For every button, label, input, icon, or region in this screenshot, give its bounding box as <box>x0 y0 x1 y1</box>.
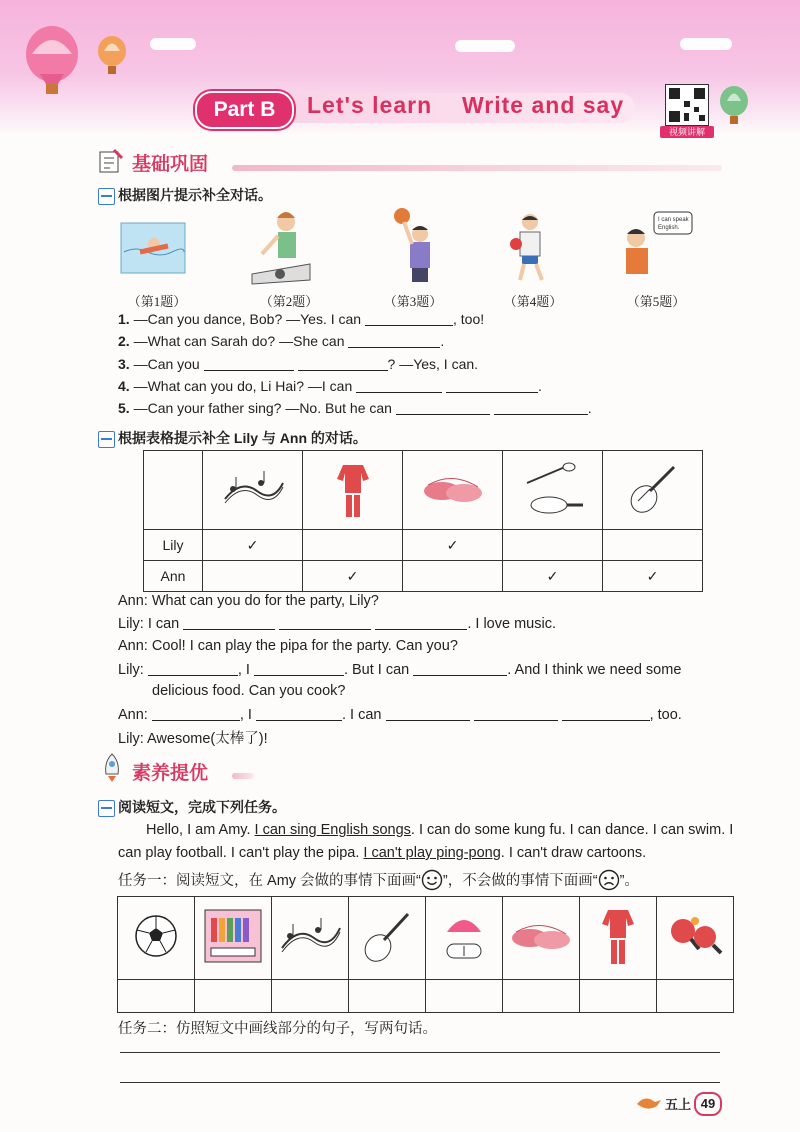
boy-speaking-picture <box>614 210 694 284</box>
answer-blank[interactable] <box>386 706 470 721</box>
underlined-sentence: I can sing English songs <box>254 822 411 838</box>
answer-blank[interactable] <box>204 356 294 371</box>
task-number-three-icon <box>98 800 115 817</box>
question-2: 2. —What can Sarah do? —She can . <box>118 333 445 349</box>
question-1: 1. —Can you dance, Bob? —Yes. I can , too! <box>118 311 485 327</box>
dialogue-line: Lily: I can . I love music. <box>118 616 556 632</box>
hot-air-balloon-icon <box>22 26 92 106</box>
table-corner-cell <box>144 451 203 530</box>
writing-line[interactable] <box>120 1052 720 1053</box>
music-notes-icon <box>203 451 303 530</box>
section-heading-basic: 基础巩固 <box>132 154 209 175</box>
dance-shoes-icon <box>403 451 503 530</box>
dialogue-line: Ann: Cool! I can play the pipa for the party. Can you? <box>118 638 458 654</box>
pipa-icon <box>603 451 703 530</box>
row-label-lily: Lily <box>144 530 203 561</box>
picture-caption: （第2题） <box>259 294 319 309</box>
kung-fu-uniform-icon <box>303 451 403 530</box>
answer-blank[interactable] <box>183 615 275 630</box>
football-icon <box>118 897 195 980</box>
check-mark <box>403 561 503 592</box>
rocket-icon <box>100 752 124 784</box>
lesson-title: Let's learn <box>307 92 433 118</box>
crayons-icon <box>195 897 272 980</box>
grade-label: 五上 <box>665 1097 692 1112</box>
task3-sub2: 任务二：仿照短文中画线部分的句子，写两句话。 <box>118 1021 437 1037</box>
task1-instruction: 根据图片提示补全对话。 <box>98 185 272 205</box>
dialogue-line: delicious food. Can you cook? <box>152 683 346 699</box>
smiley-face-icon <box>421 869 443 891</box>
hot-air-balloon-icon <box>718 86 752 130</box>
answer-blank[interactable] <box>562 706 650 721</box>
check-mark: ✓ <box>603 561 703 592</box>
sad-face-icon <box>598 869 620 891</box>
section-divider <box>232 165 722 171</box>
check-mark: ✓ <box>303 561 403 592</box>
answer-blank[interactable] <box>396 400 490 415</box>
swimming-picture <box>120 222 186 274</box>
answer-cell[interactable] <box>503 980 580 1013</box>
answer-blank[interactable] <box>348 333 440 348</box>
bird-icon <box>635 1094 661 1112</box>
picture-caption: （第1题） <box>127 294 187 309</box>
check-mark <box>503 530 603 561</box>
answer-blank[interactable] <box>413 661 507 676</box>
ability-table <box>143 450 703 592</box>
passage-line: can play football. I can't play the pipa. I can't play ping-pong. I can't draw cartoons. <box>118 845 647 861</box>
writing-line[interactable] <box>120 1082 720 1083</box>
check-mark: ✓ <box>203 530 303 561</box>
answer-cell[interactable] <box>580 980 657 1013</box>
part-label: Part B <box>195 91 294 129</box>
answer-blank[interactable] <box>256 706 342 721</box>
boy-ping-pong-picture <box>506 212 552 282</box>
svg-text:I can speak: I can speak <box>658 217 689 223</box>
qr-label: 视频讲解 <box>660 126 714 138</box>
check-mark <box>203 561 303 592</box>
dialogue-line: Ann: , I . I can , too. <box>118 707 682 723</box>
answer-blank[interactable] <box>148 661 238 676</box>
check-mark <box>303 530 403 561</box>
girl-dancing-picture <box>250 208 312 286</box>
answer-blank[interactable] <box>298 356 388 371</box>
dialogue-line: Lily: Awesome(太棒了)! <box>118 731 268 747</box>
dialogue-line: Lily: , I . But I can . And I think we need some <box>118 662 682 678</box>
picture-caption: （第3题） <box>383 294 443 309</box>
answer-blank[interactable] <box>375 615 467 630</box>
row-label-ann: Ann <box>144 561 203 592</box>
notebook-icon <box>96 148 124 174</box>
question-3: 3. —Can you ? —Yes, I can. <box>118 356 479 372</box>
answer-cell[interactable] <box>195 980 272 1013</box>
section-heading-advanced: 素养提优 <box>132 763 209 784</box>
page-number: 49 <box>694 1092 722 1116</box>
task-number-two-icon <box>98 431 115 448</box>
answer-cell[interactable] <box>118 980 195 1013</box>
kung-fu-uniform-icon <box>580 897 657 980</box>
cloud-decoration <box>150 38 196 50</box>
answer-cell[interactable] <box>349 980 426 1013</box>
cloud-decoration <box>455 40 515 52</box>
task2-instruction: 根据表格提示补全 Lily 与 Ann 的对话。 <box>98 428 367 448</box>
hot-air-balloon-icon <box>96 36 130 80</box>
picture-caption: （第5题） <box>626 294 686 309</box>
section-divider <box>232 773 254 779</box>
answer-blank[interactable] <box>446 378 538 393</box>
question-5: 5. —Can your father sing? —No. But he can . <box>118 400 592 416</box>
answer-blank[interactable] <box>279 615 371 630</box>
dialogue-line: Ann: What can you do for the party, Lily? <box>118 593 379 609</box>
lesson-subtitle: Write and say <box>462 92 625 118</box>
answer-blank[interactable] <box>152 706 240 721</box>
answer-cell[interactable] <box>272 980 349 1013</box>
qr-code-icon[interactable] <box>665 84 709 126</box>
pipa-icon <box>349 897 426 980</box>
check-mark: ✓ <box>403 530 503 561</box>
passage-line: Hello, I am Amy. I can sing English songs. I can do some kung fu. I can dance. I can swim. I <box>146 822 734 838</box>
answer-blank[interactable] <box>365 311 453 326</box>
answer-blank[interactable] <box>494 400 588 415</box>
cooking-pan-icon <box>503 451 603 530</box>
underlined-sentence: I can't play ping-pong <box>363 845 501 861</box>
task3-sub1: 任务一：阅读短文，在 Amy 会做的事情下面画“ ”，不会做的事情下面画“ ”。 <box>118 869 639 891</box>
picture-caption: （第4题） <box>503 294 563 309</box>
task3-instruction: 阅读短文，完成下列任务。 <box>98 797 286 817</box>
swim-cap-goggles-icon <box>426 897 503 980</box>
cloud-decoration <box>680 38 732 50</box>
answer-blank[interactable] <box>254 661 344 676</box>
answer-blank[interactable] <box>474 706 558 721</box>
boy-basketball-picture <box>392 206 438 286</box>
answer-cell[interactable] <box>657 980 734 1013</box>
svg-text:English.: English. <box>658 225 680 231</box>
activity-table <box>117 896 734 1013</box>
check-mark: ✓ <box>503 561 603 592</box>
answer-blank[interactable] <box>356 378 442 393</box>
ping-pong-paddles-icon <box>657 897 734 980</box>
music-notes-icon <box>272 897 349 980</box>
task-number-one-icon <box>98 188 115 205</box>
answer-cell[interactable] <box>426 980 503 1013</box>
question-4: 4. —What can you do, Li Hai? —I can . <box>118 378 542 394</box>
dance-shoes-icon <box>503 897 580 980</box>
check-mark <box>603 530 703 561</box>
